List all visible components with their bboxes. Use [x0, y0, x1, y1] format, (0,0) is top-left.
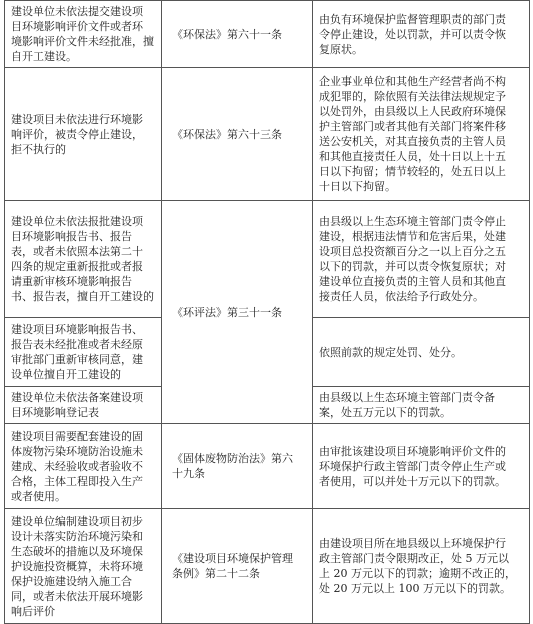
penalty-cell: 依照前款的规定处罚、处分。	[313, 318, 530, 387]
penalty-cell: 由建设项目所在地县级以上环境保护行 政主管部门责令限期改正，处 5 万元以 上 20 万元以下的罚款；逾期不改正的， 处 20 万元以上 100 万元以下的罚款。	[313, 509, 530, 624]
table-row	[5, 1, 530, 68]
violation-cell: 建设项目未依法进行环境影 响评价，被责令停止建设， 拒不执行的	[5, 68, 162, 201]
law-cell: 《环保法》第六十一条	[162, 1, 313, 68]
table-row	[5, 424, 530, 509]
penalty-cell: 由县级以上生态环境主管部门责令备 案，处五万元以下的罚款。	[313, 387, 530, 424]
penalty-cell: 由负有环境保护监督管理职责的部门责 令停止建设，处以罚款，并可以责令恢 复原状。	[313, 1, 530, 68]
penalty-cell: 由审批该建设项目环境影响评价文件的 环境保护行政主管部门责令停止生产或 者使用，可以并处十万元以下的罚款。	[313, 424, 530, 509]
law-cell: 《固体废物防治法》第六 十九条	[162, 424, 313, 509]
violation-cell: 建设单位未依法报批建设项 目环境影响报告书、报告 表，或者未依照本法第二十 四条的规定重新报批或者报 请重新审核环境影响报告 书、报告表，擅自开工建设的	[5, 201, 162, 318]
violation-cell: 建设单位未依法备案建设项 目环境影响登记表	[5, 387, 162, 424]
table-row	[5, 201, 530, 318]
table-row	[5, 68, 530, 201]
law-cell: 《环保法》第六十三条	[162, 68, 313, 201]
table-row	[5, 509, 530, 624]
law-cell: 《建设项目环境保护管理 条例》第二十二条	[162, 509, 313, 624]
law-cell: 《环评法》第三十一条	[162, 201, 313, 424]
penalty-cell: 企业事业单位和其他生产经营者尚不构 成犯罪的，除依照有关法律法规规定予 以处罚外，由县级以上人民政府环境保 护主管部门或者其他有关部门将案件移 送公安机关，对其直接负责的主管人员 和其他直接责任人员，处十日以上十五 日以下拘留；情节较轻的，处五日以上 十日以下拘留。	[313, 68, 530, 201]
violation-cell: 建设单位未依法提交建设项 目环境影响评价文件或者环 境影响评价文件未经批准，擅 自开工建设。	[5, 1, 162, 68]
penalty-table	[4, 0, 530, 624]
penalty-cell: 由县级以上生态环境主管部门责令停止 建设，根据违法情节和危害后果，处建 设项目总投资额百分之一以上百分之五 以下的罚款，并可以责令恢复原状；对 建设单位直接负责的主管人员和其他直 接责任人员，依法给予行政处分。	[313, 201, 530, 318]
violation-cell: 建设项目需要配套建设的固 体废物污染环境防治设施未 建成、未经验收或者验收不 合格，主体工程即投入生产 或者使用。	[5, 424, 162, 509]
violation-cell: 建设项目环境影响报告书、 报告表未经批准或者未经原 审批部门重新审核同意，建 设单位擅自开工建设的	[5, 318, 162, 387]
violation-cell: 建设单位编制建设项目初步 设计未落实防治环境污染和 生态破坏的措施以及环境保 护设施投资概算，未将环境 保护设施建设纳入施工合 同，或者未依法开展环境影 响后评价	[5, 509, 162, 624]
